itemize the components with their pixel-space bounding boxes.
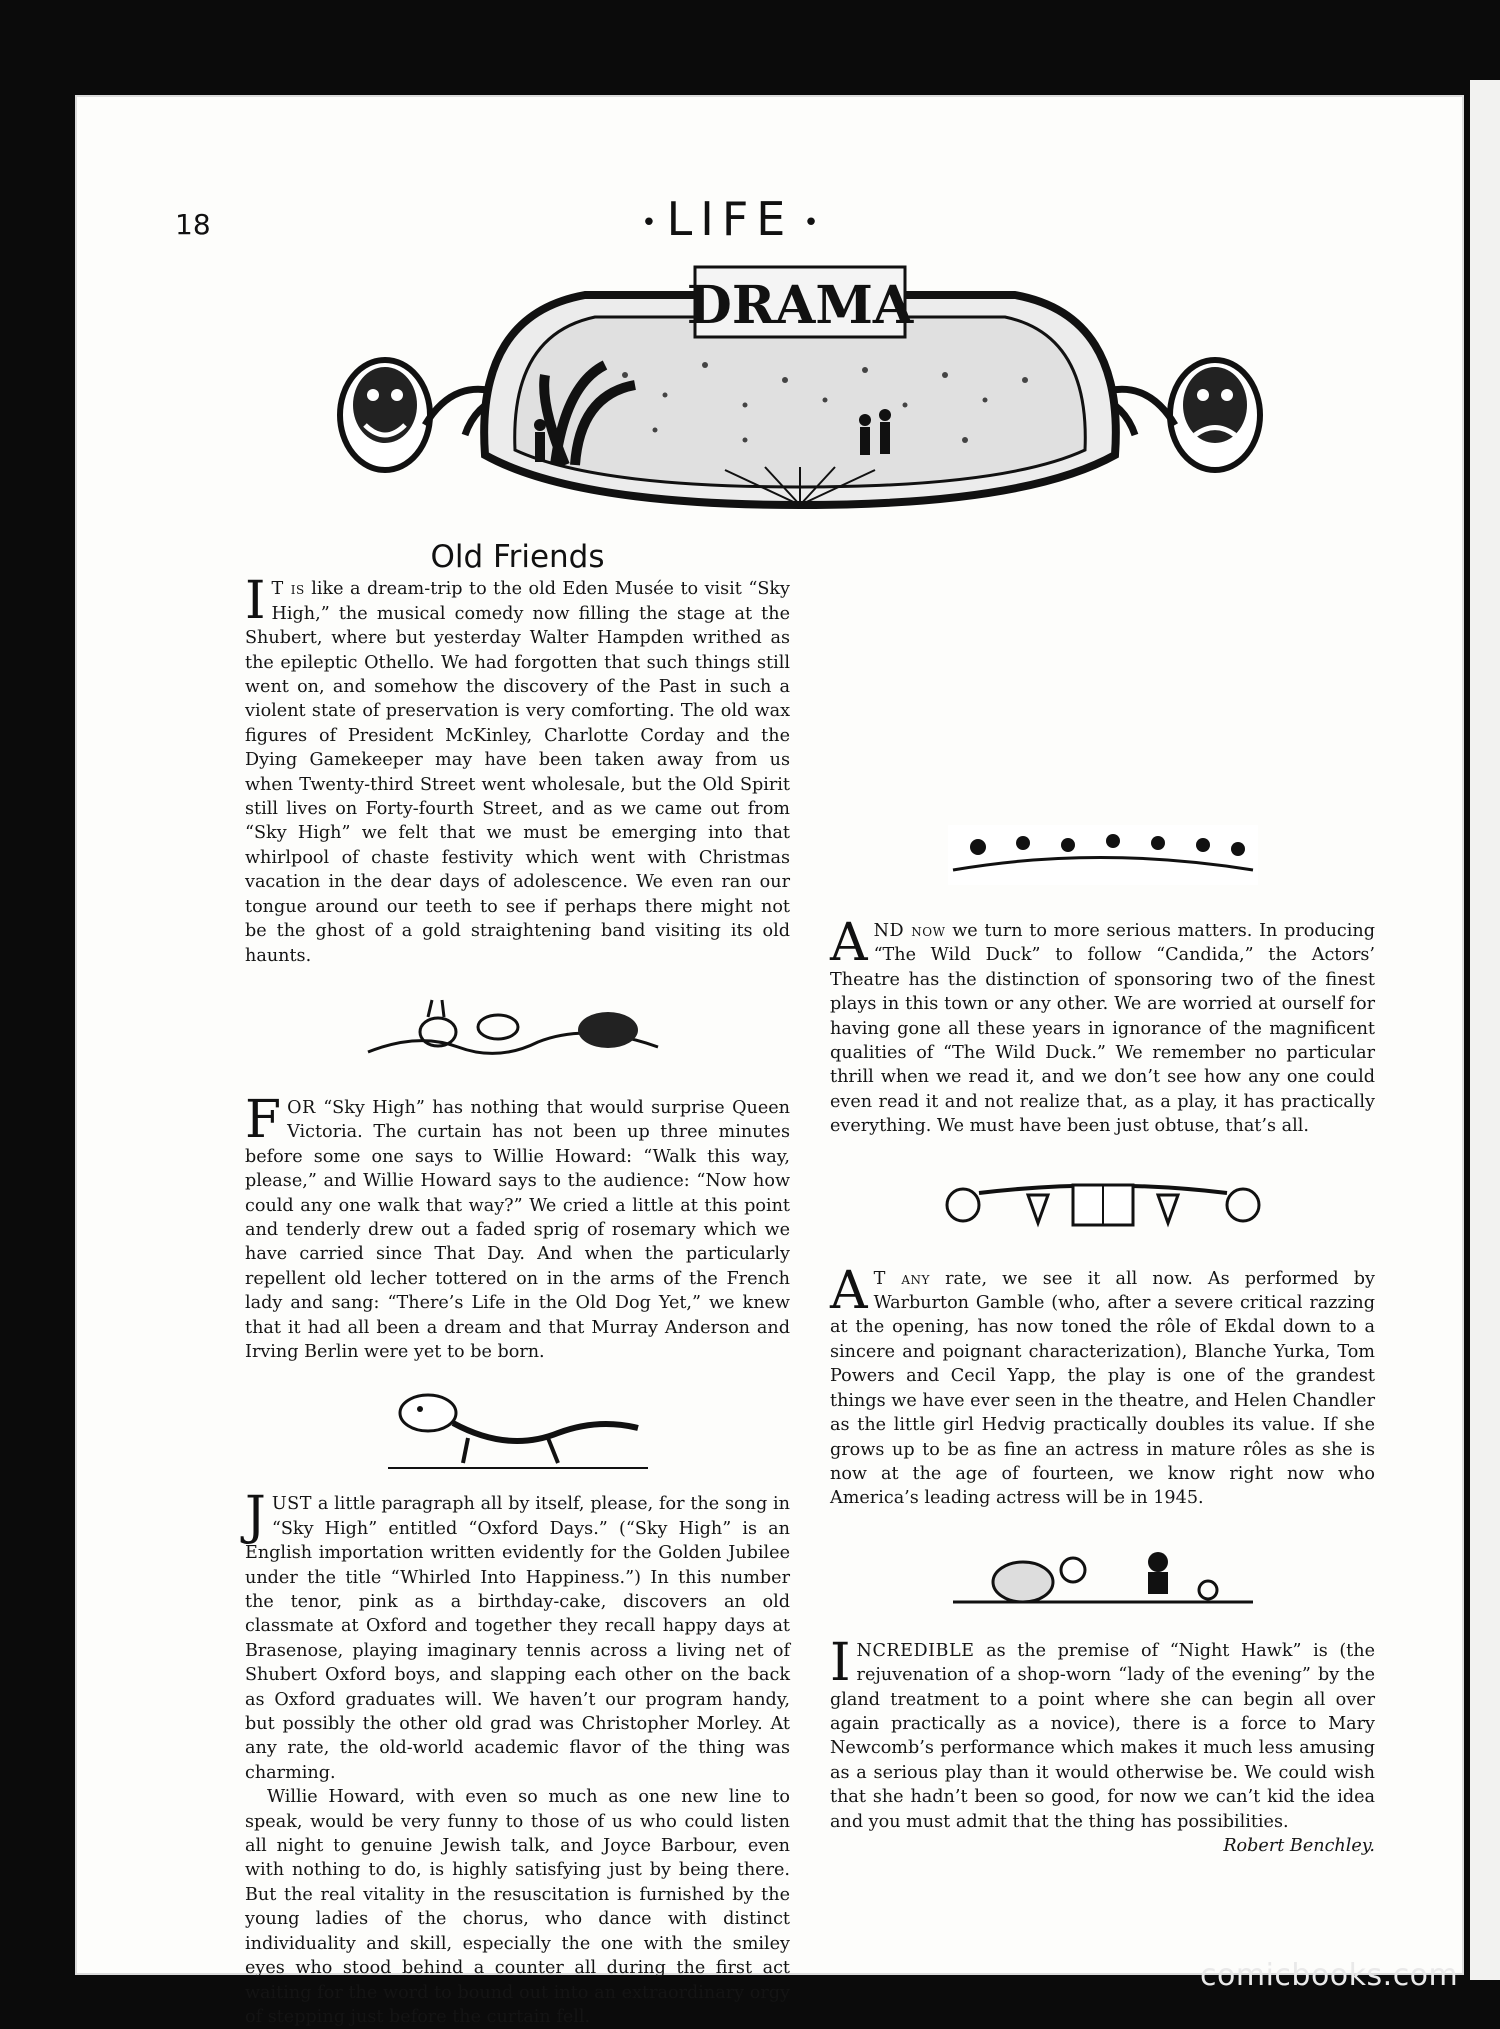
- author-signature: Robert Benchley.: [1223, 1835, 1375, 1856]
- paragraph-text: Willie Howard, with even so much as one new line to speak, would be very funny to those of us who could listen all night to genuine Jewish talk, and Joyce Barbour, even with nothing to do, is highly satisfying just by being there. But the real vitality in the resuscitation is furnished by the young ladies of the chorus, who dance with distinct individuality and skill, especially the one with the smiley eyes who stood behind a counter all during the first act waiting for the word to bound out into an extraordinary orgy of stepping just before the curtain fell.: [245, 1787, 790, 2027]
- tragedy-mask-icon: [1095, 360, 1260, 470]
- paragraph-4-start: [245, 1785, 790, 2029]
- figures-vignette-illustration: [830, 1525, 1375, 1625]
- drop-cap: A: [830, 1260, 868, 1321]
- paragraph-text: as the premise of “Night Hawk” is (the rejuvenation of a shop-worn “lady of the evening” by the gland treatment to a point where she can begin all over again practically as a novice), there is a force to Mary Newcomb’s performance which makes it much less amusing as a serious play than it would otherwise be. We could wish that she hadn’t been so good, for now we can’t kid the idea and you must admit that the thing has possibilities.: [830, 1640, 1375, 1832]
- drop-cap: J: [245, 1486, 266, 1547]
- article-title: Old Friends: [430, 539, 605, 575]
- drop-cap: A: [830, 913, 868, 973]
- drop-cap: I: [245, 571, 266, 632]
- drama-heading: DRAMA: [686, 275, 914, 336]
- chorus-line-illustration: [830, 805, 1375, 905]
- paragraph-text: rate, we see it all now. As performed by Warburton Gamble (who, after a severe critical razzing at the opening, has now toned the rôle of Ekdal down to a sincere and poignant characterization), Blanche Yurka, Tom Powers and Cecil Yapp, the play is one of the grandest things we have ever seen in the theatre, and Helen Chandler as the little girl Hedvig practically doubles its value. If she grows up to be as fine an actress in mature rôles as she is now at the age of fourteen, we know right now who America’s leading actress will be in 1945.: [830, 1268, 1375, 1509]
- paragraph-lead: ND now: [873, 921, 946, 941]
- drop-cap: I: [830, 1632, 851, 1693]
- rabbit-vignette-illustration: [245, 982, 790, 1082]
- paragraph-6: [830, 1260, 1375, 1511]
- left-column: [245, 535, 790, 2029]
- paragraph-5: [830, 913, 1376, 1139]
- paragraph-1: [245, 571, 791, 968]
- dot-ornament: •: [803, 207, 819, 238]
- book-ornament-illustration: [830, 1153, 1375, 1253]
- page-number: 18: [175, 208, 211, 241]
- paragraph-text: like a dream-trip to the old Eden Musée to visit “Sky High,” the musical comedy now filling the stage at the Shubert, where but yesterday Walter Hampden writhed as the epileptic Othello. We had forgotten that such things still went on, and somehow the discovery of the Past in such a violent state of preservation is very comforting. The old wax figures of President McKinley, Charlotte Corday and the Dying Gamekeeper may have been taken away from us when Twenty-third Street went wholesale, but the Old Spirit still lives on Forty-fourth Street, and as we came out from “Sky High” we felt that we must be emerging into that whirlpool of chaste festivity which went with Christmas vacation in the dear days of adolescence. We even ran our tongue around our teeth to see if perhaps there might not be the ghost of a gold straightening band visiting its old haunts.: [245, 579, 791, 966]
- paragraph-3: [245, 1486, 790, 1785]
- paragraph-lead: NCREDIBLE: [856, 1640, 975, 1661]
- paragraph-text: “Sky High” has nothing that would surprise Queen Victoria. The curtain has not been up three minutes before some one says to Willie Howard: “Walk this way, please,” and Willie Howard says to the audience: “Now how could any one walk that way?” We cried a little at this point and tenderly drew out a faded sprig of rosemary which we have carried since That Day. And when the particularly repellent old lecher tottered on in the arms of the French lady and sang: “There’s Life in the Old Dog Yet,” we knew that it had all been a dream and that Murray Anderson and Irving Berlin were yet to be born.: [245, 1097, 790, 1362]
- paragraph-2: [245, 1089, 790, 1364]
- right-column: [830, 535, 1375, 1858]
- weasel-vignette-illustration: [245, 1378, 790, 1478]
- adjacent-page-edge: [1470, 80, 1500, 1980]
- magazine-title: LIFE: [666, 192, 794, 246]
- comedy-mask-icon: [340, 360, 505, 470]
- drop-cap: F: [245, 1089, 282, 1150]
- paragraph-lead: T is: [271, 579, 305, 600]
- paragraph-text: we turn to more serious matters. In producing “The Wild Duck” to follow “Candida,” the Actors’ Theatre has the distinction of sponsoring two of the finest plays in this town or any other. We are worried at ourself for having gone all these years in ignorance of the magnificent qualities of “The Wild Duck.” We remember no particular thrill when we read it, and we don’t see how any one could even read it and not realize that, as a play, it has practically everything. We must have been just obtuse, that’s all.: [830, 921, 1376, 1137]
- drama-banner-illustration: [325, 255, 1275, 515]
- paragraph-lead: OR: [287, 1097, 316, 1118]
- watermark-logo: comicbooks.com: [1200, 1958, 1459, 1993]
- dot-ornament: •: [641, 207, 657, 238]
- paragraph-7: [830, 1632, 1375, 1856]
- paragraph-text: a little paragraph all by itself, please, for the song in “Sky High” entitled “Oxford Days.” (“Sky High” is an English importation written evidently for the Golden Jubilee under the title “Whirled Into Happiness.”) In this number the tenor, pink as a birthday-cake, discovers an old classmate at Oxford and together they recall happy days at Brasenose, playing imaginary tennis across a living net of Shubert Oxford boys, and slapping each other on the back as Oxford graduates will. We haven’t our program handy, but possibly the other old grad was Christopher Morley. At any rate, the old-world academic flavor of the thing was charming.: [245, 1494, 790, 1783]
- paragraph-lead: T any: [873, 1268, 930, 1289]
- paragraph-lead: UST: [271, 1494, 312, 1515]
- masthead: [500, 192, 960, 246]
